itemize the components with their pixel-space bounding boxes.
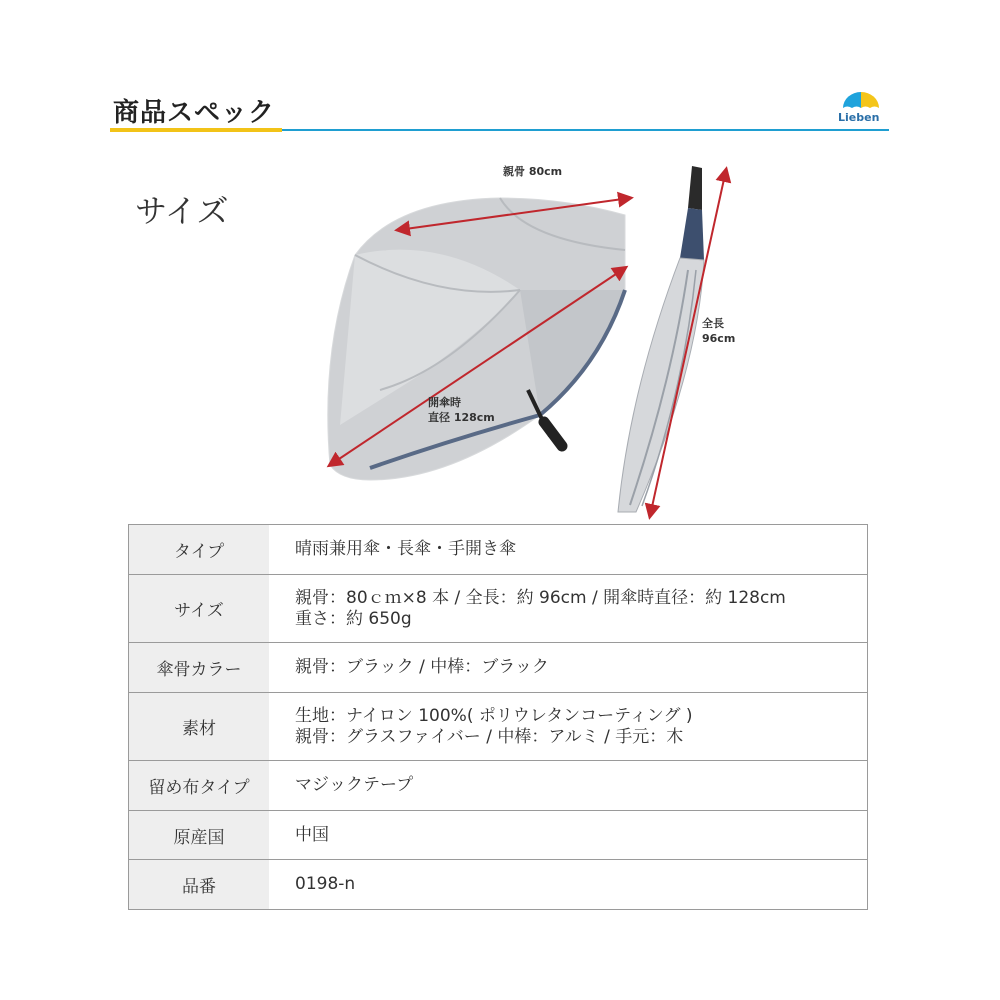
spec-value: 親骨：80ｃｍ×8 本 / 全長：約 96cm / 開傘時直径：約 128cm 重さ：約 650g	[269, 575, 868, 643]
diameter-label-line1: 開傘時	[428, 396, 461, 409]
diameter-label-line2: 直径 128cm	[428, 411, 495, 424]
table-row	[129, 761, 868, 811]
spec-value: 親骨：ブラック / 中棒：ブラック	[269, 643, 868, 693]
size-heading: サイズ	[135, 192, 229, 230]
table-row	[129, 860, 868, 910]
spec-key: 原産国	[129, 811, 270, 860]
spec-value: 0198-n	[269, 860, 868, 910]
spec-key: 素材	[129, 693, 270, 761]
spec-key: 傘骨カラー	[129, 643, 270, 693]
table-row	[129, 525, 868, 575]
total-length-label-line1: 全長	[702, 317, 724, 330]
spec-table	[128, 524, 868, 910]
total-length-label-line2: 96cm	[702, 332, 736, 345]
spec-value: 晴雨兼用傘・長傘・手開き傘	[269, 525, 868, 575]
rib-length-label: 親骨 80cm	[503, 165, 563, 178]
spec-value: 中国	[269, 811, 868, 860]
brand-logo-text: Lieben	[838, 111, 880, 124]
spec-value: マジックテープ	[269, 761, 868, 811]
title-rule-yellow	[110, 128, 282, 132]
title-rule-blue	[282, 129, 889, 131]
table-row	[129, 575, 868, 643]
spec-key: 留め布タイプ	[129, 761, 270, 811]
table-row	[129, 693, 868, 761]
table-row	[129, 643, 868, 693]
page-title: 商品スペック	[113, 98, 276, 128]
spec-key: サイズ	[129, 575, 270, 643]
spec-value: 生地：ナイロン 100%( ポリウレタンコーティング ) 親骨：グラスファイバー / 中棒：アルミ / 手元：木	[269, 693, 868, 761]
table-row	[129, 811, 868, 860]
spec-key: 品番	[129, 860, 270, 910]
spec-key: タイプ	[129, 525, 270, 575]
